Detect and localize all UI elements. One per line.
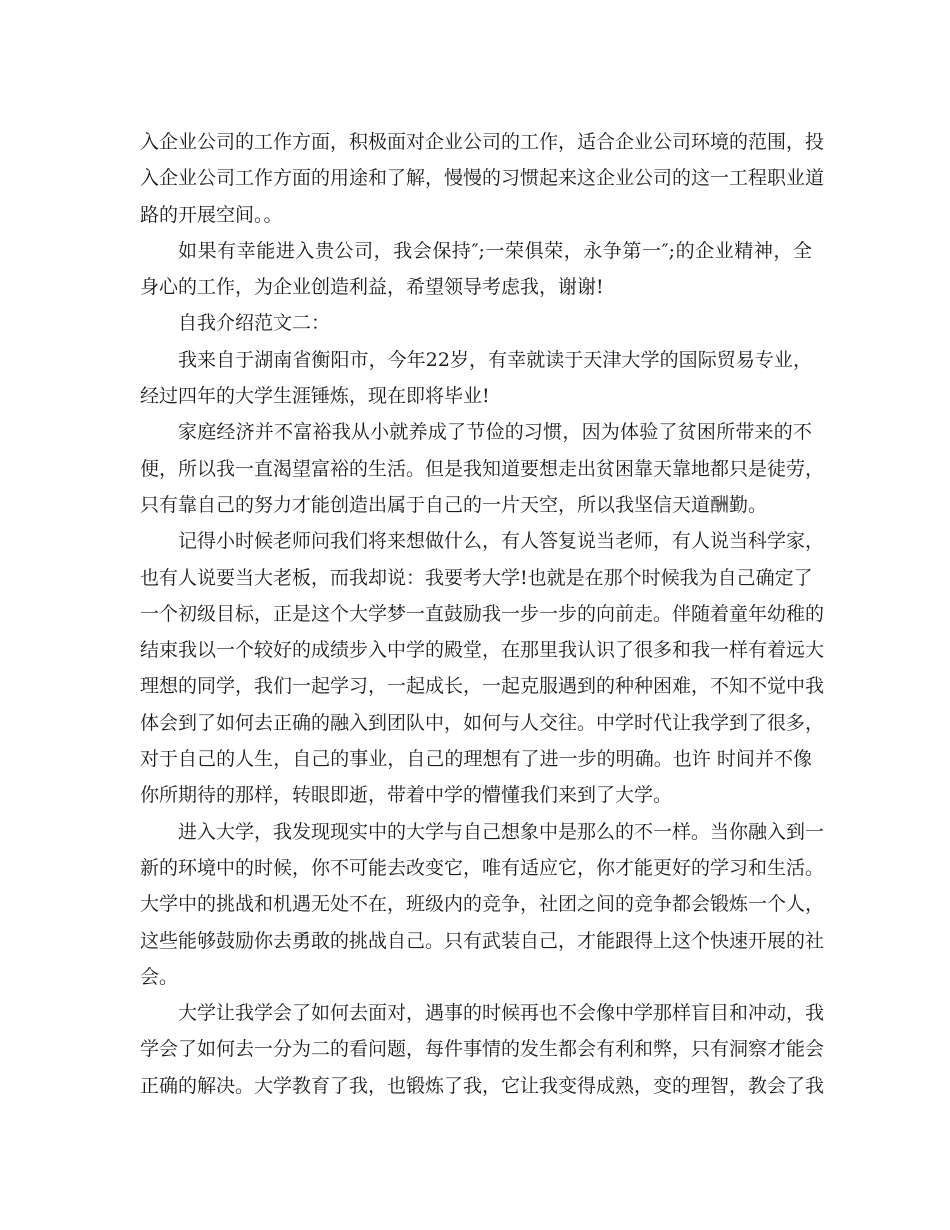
text-line: 你所期待的那样，转眼即逝，带着中学的懵懂我们来到了大学。 (140, 784, 673, 807)
text-line: 我来自于湖南省衡阳市，今年22岁，有幸就读于天津大学的国际贸易专业， (178, 348, 812, 371)
text-line: 对于自己的人生，自己的事业，自己的理想有了进一步的明确。也许 时间并不像 (140, 748, 812, 771)
text-line: 如果有幸能进入贵公司，我会保持″;一荣俱荣，永争第一″;的企业精神，全 (178, 239, 812, 262)
text-line: 结束我以一个较好的成绩步入中学的殿堂，在那里我认识了很多和我一样有着远大 (140, 639, 825, 662)
text-line: 会。 (140, 965, 179, 988)
text-line: 学会了如何去一分为二的看问题，每件事情的发生都会有利和弊，只有洞察才能会 (140, 1038, 825, 1061)
text-line: 也有人说要当大老板，而我却说：我要考大学!也就是在那个时候我为自己确定了 (140, 566, 813, 589)
text-line: 便，所以我一直渴望富裕的生活。但是我知道要想走出贫困靠天靠地都只是徒劳， (140, 457, 825, 480)
text-line: 大学中的挑战和机遇无处不在，班级内的竞争，社团之间的竞争都会锻炼一个人， (140, 893, 825, 916)
section-heading: 自我介绍范文二： (178, 312, 331, 335)
text-line: 新的环境中的时候，你不可能去改变它，唯有适应它，你才能更好的学习和生活。 (140, 856, 825, 879)
text-line: 这些能够鼓励你去勇敢的挑战自己。只有武装自己，才能跟得上这个快速开展的社 (140, 929, 825, 952)
text-line: 记得小时候老师问我们将来想做什么，有人答复说当老师，有人说当科学家， (178, 530, 825, 553)
text-line: 入企业公司工作方面的用途和了解，慢慢的习惯起来这企业公司的这一工程职业道 (140, 167, 825, 190)
text-line: 正确的解决。大学教育了我，也锻炼了我，它让我变得成熟，变的理智，教会了我 (140, 1074, 825, 1097)
text-line: 入企业公司的工作方面，积极面对企业公司的工作，适合企业公司环境的范围，投 (140, 131, 825, 153)
text-line: 路的开展空间。。 (140, 203, 283, 226)
text-line: 进入大学，我发现现实中的大学与自己想象中是那么的不一样。当你融入到一 (178, 820, 825, 843)
text-line: 家庭经济并不富裕我从小就养成了节俭的习惯，因为体验了贫困所带来的不 (178, 421, 812, 444)
text-line: 只有靠自己的努力才能创造出属于自己的一片天空，所以我坚信天道酬勤。 (140, 493, 768, 516)
document-body (140, 124, 825, 1104)
text-line: 经过四年的大学生涯锤炼，现在即将毕业! (140, 385, 490, 408)
text-line: 体会到了如何去正确的融入到团队中，如何与人交往。中学时代让我学到了很多， (140, 711, 825, 734)
text-line: 大学让我学会了如何去面对，遇事的时候再也不会像中学那样盲目和冲动，我 (178, 1002, 825, 1025)
text-line: 身心的工作，为企业创造利益，希望领导考虑我，谢谢! (140, 276, 604, 299)
text-line: 一个初级目标，正是这个大学梦一直鼓励我一步一步的向前走。伴随着童年幼稚的 (140, 602, 825, 625)
text-line: 理想的同学，我们一起学习，一起成长，一起克服遇到的种种困难，不知不觉中我 (140, 675, 825, 698)
